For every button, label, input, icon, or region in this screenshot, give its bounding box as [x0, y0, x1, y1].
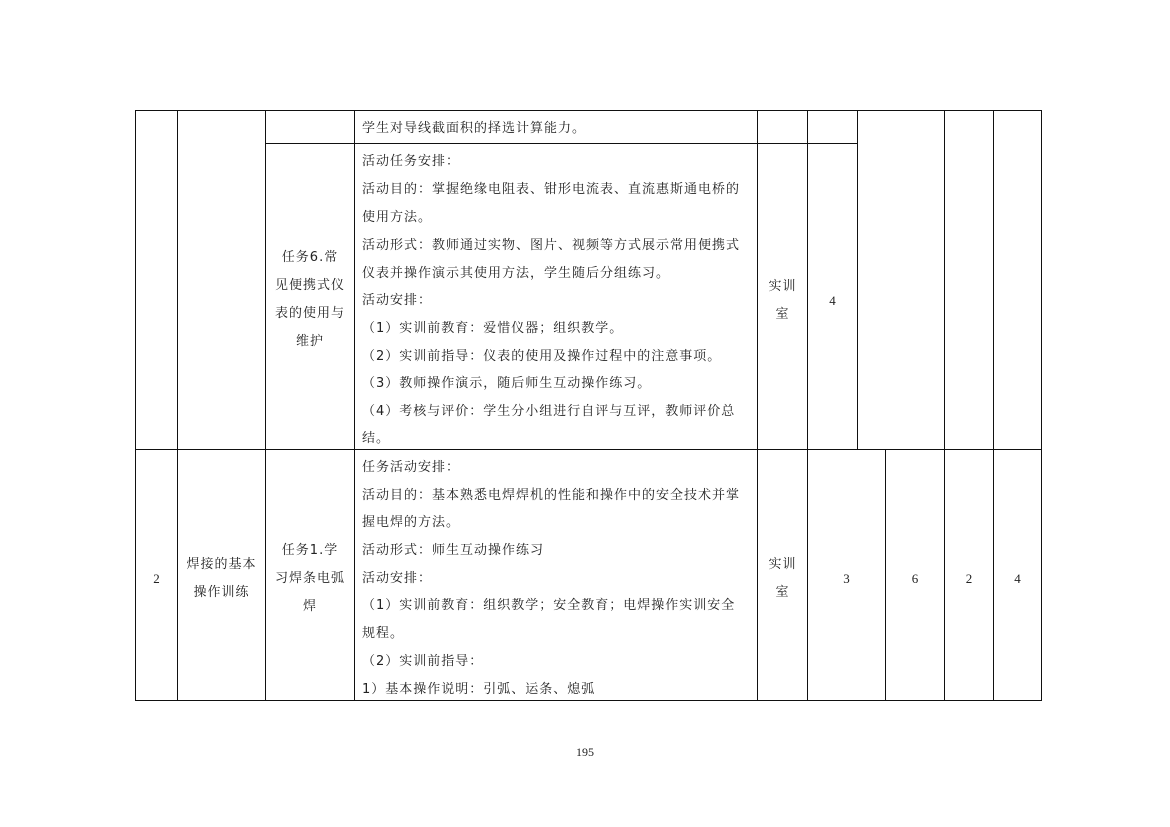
description-line: 握电焊的方法。 [362, 515, 461, 530]
description-line: 仪表并操作演示其使用方法，学生随后分组练习。 [362, 266, 671, 281]
description-line: （2）实训前指导：仪表的使用及操作过程中的注意事项。 [362, 349, 722, 364]
col-divider [177, 110, 178, 701]
description-line: 活动目的：基本熟悉电焊焊机的性能和操作中的安全技术并掌 [362, 488, 741, 503]
module-line: 焊接的基本 [186, 557, 257, 572]
task-line: 维护 [295, 334, 324, 349]
place-line: 实训 [768, 279, 797, 294]
task-line: 任务1.学 [281, 543, 339, 558]
place-line: 实训 [768, 557, 797, 572]
table-border-left [135, 110, 136, 701]
col-divider [354, 110, 355, 701]
table-border-top [135, 110, 1042, 111]
row-index: 2 [153, 571, 160, 586]
module-line: 操作训练 [193, 585, 250, 600]
description-line: 使用方法。 [362, 210, 433, 225]
page-number: 195 [576, 745, 594, 759]
place-line: 室 [775, 307, 790, 322]
table-border-bottom [135, 700, 1042, 701]
description-line: 活动安排： [362, 571, 433, 586]
task-line: 习焊条电弧 [274, 571, 345, 586]
description-line: 活动目的：掌握绝缘电阻表、钳形电流表、直流惠斯通电桥的 [362, 182, 741, 197]
col-divider [993, 110, 994, 701]
description-line: 活动形式：师生互动操作练习 [362, 543, 545, 558]
task-line: 表的使用与 [274, 306, 345, 321]
col-c-value: 4 [1014, 571, 1021, 586]
place-line: 室 [775, 585, 790, 600]
task-line: 焊 [302, 599, 317, 614]
task-line: 任务6.常 [281, 250, 339, 265]
col-divider [857, 110, 858, 449]
task-line: 见便携式仪 [274, 278, 345, 293]
col-divider [944, 110, 945, 701]
description-line: 任务活动安排： [362, 460, 461, 475]
description-line: （3）教师操作演示，随后师生互动操作练习。 [362, 376, 652, 391]
col-divider [757, 110, 758, 701]
description-line: 1）基本操作说明：引弧、运条、熄弧 [362, 682, 596, 697]
hours-value: 3 [843, 571, 850, 586]
description-line: 活动形式：教师通过实物、图片、视频等方式展示常用便携式 [362, 238, 741, 253]
description-line: （1）实训前教育：爱惜仪器；组织教学。 [362, 321, 624, 336]
description-line: （2）实训前指导： [362, 654, 484, 669]
description-line: 学生对导线截面积的择选计算能力。 [362, 121, 587, 136]
description-line: 结。 [362, 431, 391, 446]
table-border-right [1041, 110, 1042, 701]
description-line: （1）实训前教育：组织教学；安全教育；电焊操作实训安全 [362, 598, 736, 613]
col-b-value: 2 [965, 571, 973, 586]
col-divider [807, 110, 808, 701]
description-line: 活动安排： [362, 293, 433, 308]
description-line: 规程。 [362, 626, 405, 641]
description-line: （4）考核与评价：学生分小组进行自评与互评，教师评价总 [362, 404, 736, 419]
description-line: 活动任务安排： [362, 154, 461, 169]
hours-value: 4 [829, 293, 836, 308]
col-a-value: 6 [911, 571, 919, 586]
row-divider [135, 449, 1042, 450]
